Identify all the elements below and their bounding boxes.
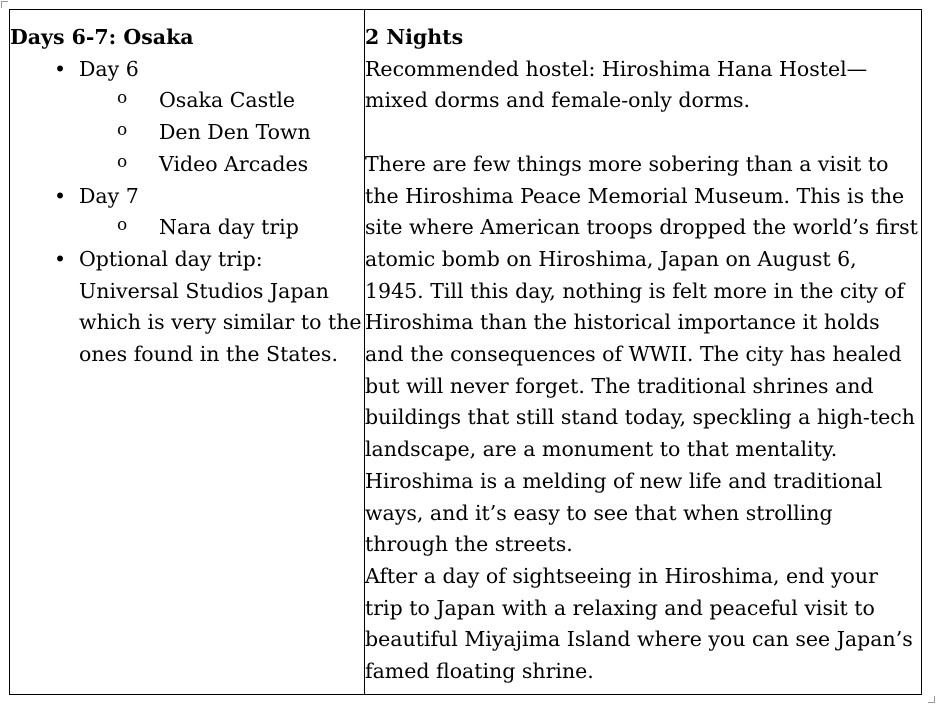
list-item — [10, 54, 364, 181]
page-corner-mark — [1, 1, 8, 8]
sub-bullet-icon: o — [117, 215, 128, 236]
sub-list — [79, 85, 364, 180]
spacer — [365, 117, 921, 149]
sub-list — [79, 212, 364, 244]
list-item — [10, 181, 364, 244]
table-row — [10, 10, 922, 695]
bullet-icon: • — [53, 246, 67, 271]
day-label: Day 6 — [79, 56, 139, 81]
itinerary-table — [9, 9, 922, 695]
optional-trip-text: Optional day trip: Universal Studios Japan which is very similar to the ones found in the States. — [79, 246, 362, 367]
hiroshima-paragraph: There are few things more sobering than a visit to the Hiroshima Peace Memorial Museum. This is the site where American troops dropped the world’s first atomic bomb on Hiroshima, Japan on August 6, 1945. Till this day, nothing is felt more in the city of Hiroshima than the historical importance it holds and the consequences of WWII. The city has healed but will never forget. The traditional shrines and buildings that still stand today, speckling a high-tech landscape, are a monument to that mentality. Hiroshima is a melding of new life and traditional ways, and it’s easy to see that when strolling through the streets. — [365, 151, 918, 557]
hostel-recommendation: Recommended hostel: Hiroshima Hana Hostel—mixed dorms and female-only dorms. — [365, 56, 868, 113]
days-heading: Days 6-7: Osaka — [10, 25, 194, 49]
sub-bullet-icon: o — [117, 151, 128, 172]
day-label: Day 7 — [79, 183, 139, 208]
sub-bullet-icon: o — [117, 120, 128, 141]
sub-bullet-icon: o — [117, 88, 128, 109]
bullet-icon: • — [53, 183, 67, 208]
activity-label: Nara day trip — [159, 215, 299, 240]
left-cell — [10, 10, 365, 695]
sub-list-item — [10, 149, 364, 181]
activity-label: Osaka Castle — [159, 88, 296, 113]
bullet-icon: • — [53, 56, 67, 81]
page-corner-mark — [928, 696, 935, 703]
sub-list-item — [10, 117, 364, 149]
right-cell — [365, 10, 922, 695]
day-list — [10, 54, 364, 371]
miyajima-paragraph: After a day of sightseeing in Hiroshima, end your trip to Japan with a relaxing and peaceful visit to beautiful Miyajima Island where you can see Japan’s famed floating shrine. — [365, 563, 913, 684]
activity-label: Video Arcades — [159, 151, 309, 176]
list-item — [10, 244, 364, 371]
sub-list-item — [10, 212, 364, 244]
activity-label: Den Den Town — [159, 120, 311, 145]
sub-list-item — [10, 85, 364, 117]
nights-heading: 2 Nights — [365, 25, 464, 49]
